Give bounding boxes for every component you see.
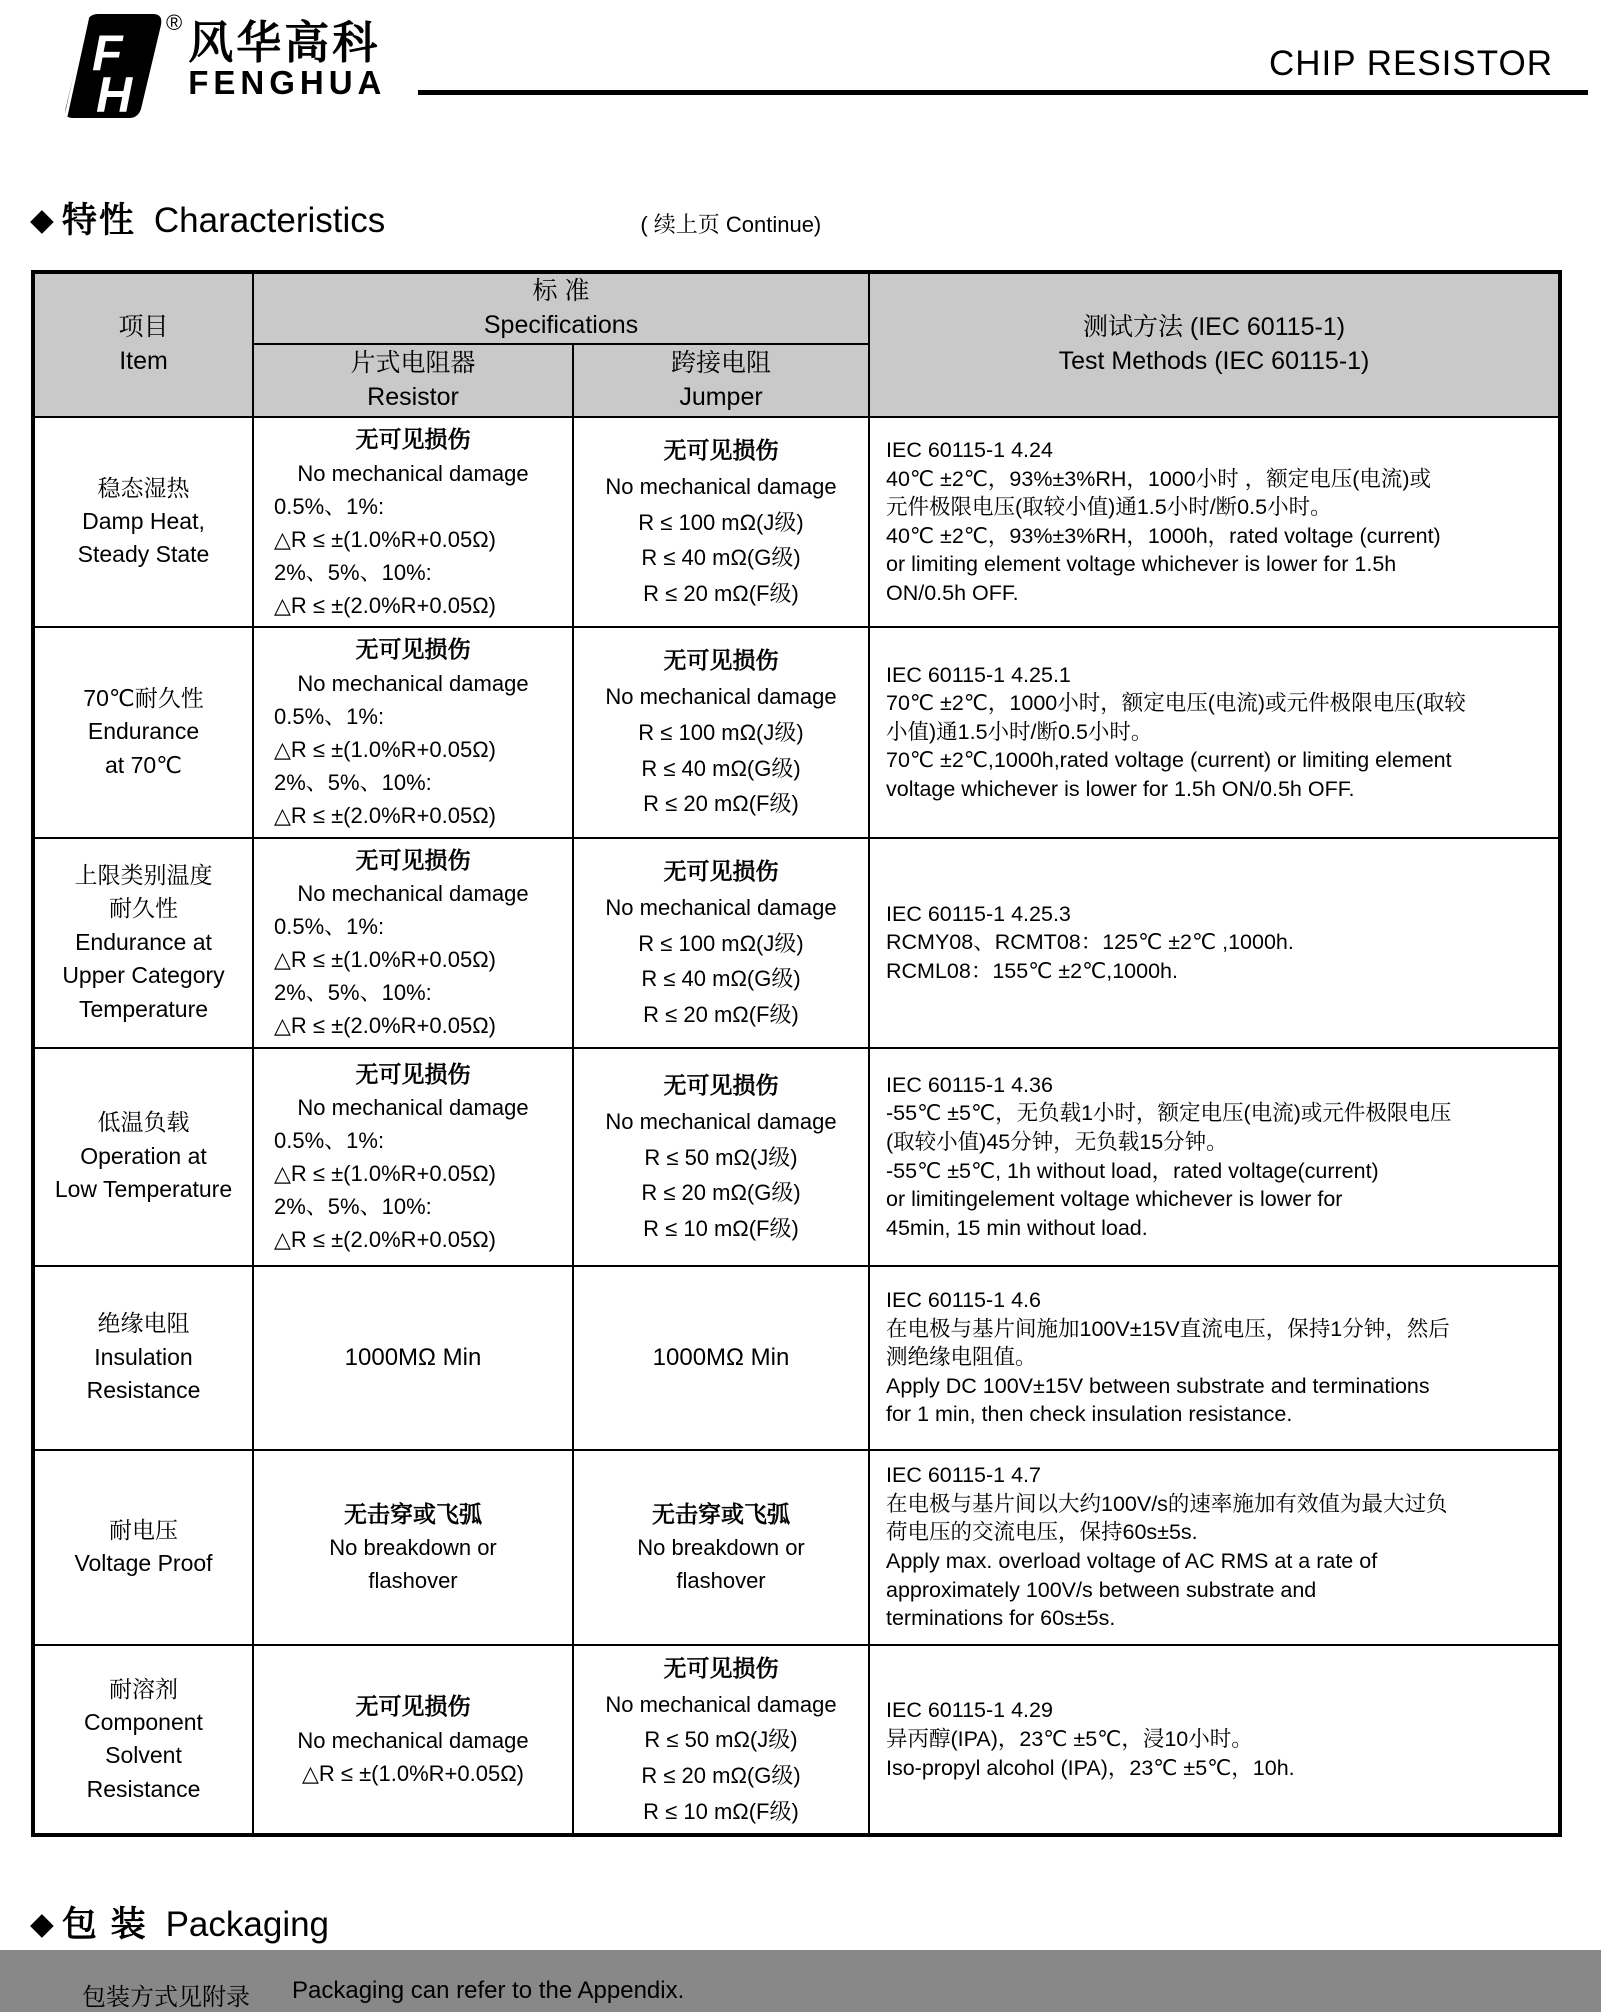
cell-line: or limiting element voltage whichever is lower for 1.5h — [886, 552, 1397, 577]
col-header-specifications — [253, 272, 869, 344]
product-title: CHIP RESISTOR — [1269, 44, 1553, 83]
cell-line: R ≤ 100 mΩ(J级) — [638, 930, 804, 956]
cell-line: 无击穿或飞弧 — [652, 1500, 790, 1527]
cell-line: 无击穿或飞弧 — [344, 1500, 482, 1527]
cell-line: No mechanical damage — [297, 460, 529, 486]
cell-line: at 70℃ — [105, 751, 182, 778]
cell-line: Steady State — [77, 541, 210, 568]
table-row-damp-heat — [33, 417, 1560, 627]
cell-line: R ≤ 20 mΩ(G级) — [641, 1763, 801, 1788]
cell-line: No mechanical damage — [605, 894, 837, 920]
col-header-item-en: Item — [119, 347, 168, 375]
test-method-cell — [869, 838, 1560, 1048]
cell-line: R ≤ 20 mΩ(F级) — [643, 581, 799, 606]
cell-line: IEC 60115-1 4.6 — [886, 1288, 1041, 1313]
cell-line: Operation at — [80, 1142, 207, 1169]
cell-line: △R ≤ ±(1.0%R+0.05Ω) — [274, 736, 496, 762]
cell-line: △R ≤ ±(2.0%R+0.05Ω) — [274, 802, 496, 828]
cell-line: 2%、5%、10%: — [274, 1194, 432, 1220]
cell-line: or limitingelement voltage whichever is lower for — [886, 1187, 1343, 1212]
table-row-endurance-70 — [33, 627, 1560, 838]
test-method-cell — [869, 417, 1560, 627]
diamond-icon: ◆ — [30, 1906, 54, 1942]
cell-line: Resistance — [86, 1377, 201, 1404]
cell-line: △R ≤ ±(2.0%R+0.05Ω) — [274, 1013, 496, 1039]
col-header-jumper-en: Jumper — [679, 382, 763, 411]
cell-line: R ≤ 40 mΩ(G级) — [641, 755, 801, 781]
continue-note: ( 续上页 Continue) — [640, 212, 822, 237]
table-row-solvent-resistance — [33, 1645, 1560, 1836]
test-method-cell — [869, 1266, 1560, 1450]
cell-line: 无可见损伤 — [355, 636, 471, 663]
cell-line: 稳态湿热 — [97, 474, 190, 501]
cell-line: No mechanical damage — [605, 1691, 837, 1717]
cell-line: R ≤ 50 mΩ(J级) — [644, 1144, 798, 1170]
col-header-item — [33, 272, 253, 417]
cell-line: △R ≤ ±(1.0%R+0.05Ω) — [302, 1760, 524, 1786]
cell-line: R ≤ 100 mΩ(J级) — [638, 720, 804, 745]
jumper-spec-cell — [573, 1450, 869, 1645]
cell-line: 2%、5%、10%: — [274, 769, 432, 795]
cell-line: IEC 60115-1 4.7 — [886, 1463, 1041, 1488]
table-row-low-temperature — [33, 1048, 1560, 1266]
cell-line: 小值)通1.5小时/断0.5小时。 — [886, 719, 1153, 744]
cell-line: R ≤ 20 mΩ(F级) — [643, 791, 799, 817]
cell-line: 无可见损伤 — [663, 1071, 779, 1098]
item-cell — [33, 417, 253, 627]
cell-line: flashover — [676, 1568, 766, 1594]
cell-line: 无可见损伤 — [663, 1654, 779, 1681]
page-header — [0, 0, 1601, 135]
cell-line: R ≤ 10 mΩ(F级) — [643, 1798, 799, 1824]
cell-line: 2%、5%、10%: — [274, 980, 432, 1006]
cell-line: R ≤ 100 mΩ(J级) — [638, 509, 804, 535]
cell-line: 70℃耐久性 — [83, 684, 204, 711]
cell-line: -55℃ ±5℃，无负载1小时，额定电压(电流)或元件极限电压 — [886, 1101, 1452, 1126]
cell-line: 0.5%、1%: — [274, 1128, 385, 1154]
resistor-spec-cell — [253, 627, 573, 838]
cell-line: △R ≤ ±(1.0%R+0.05Ω) — [274, 1161, 496, 1187]
resistor-spec-cell — [253, 1266, 573, 1450]
cell-line: Apply max. overload voltage of AC RMS at a rate of — [886, 1549, 1378, 1573]
item-cell — [33, 838, 253, 1048]
cell-line: 无可见损伤 — [663, 647, 779, 674]
cell-line: Damp Heat, — [82, 508, 205, 535]
cell-line: R ≤ 20 mΩ(F级) — [643, 1001, 799, 1027]
cell-line: 无可见损伤 — [355, 1693, 471, 1720]
registered-trademark-icon: ® — [166, 10, 183, 35]
cell-line: 异丙醇(IPA)，23℃ ±5℃，浸10小时。 — [886, 1727, 1253, 1752]
cell-line: △R ≤ ±(1.0%R+0.05Ω) — [274, 947, 496, 973]
cell-line: No mechanical damage — [297, 670, 529, 696]
svg-text:H: H — [96, 67, 133, 123]
resistor-spec-cell — [253, 1048, 573, 1266]
cell-line: 无可见损伤 — [355, 846, 471, 873]
jumper-spec-cell — [573, 838, 869, 1048]
cell-line: approximately 100V/s between substrate and — [886, 1577, 1317, 1602]
resistor-spec-cell — [253, 838, 573, 1048]
cell-line: R ≤ 50 mΩ(J级) — [644, 1727, 798, 1753]
test-method-cell — [869, 1450, 1560, 1645]
cell-line: △R ≤ ±(1.0%R+0.05Ω) — [274, 526, 496, 552]
cell-line: 上限类别温度 — [74, 862, 213, 889]
cell-line: Iso-propyl alcohol (IPA)，23℃ ±5℃，10h. — [886, 1755, 1295, 1780]
section-title-chinese: 特性 — [61, 201, 136, 240]
cell-line: 在电极与基片间以大约100V/s的速率施加有效值为最大过负 — [886, 1491, 1448, 1516]
cell-line: No mechanical damage — [605, 684, 837, 710]
table-row-endurance-upper-category — [33, 838, 1560, 1048]
test-method-cell — [869, 1645, 1560, 1836]
cell-line: 2%、5%、10%: — [274, 559, 432, 585]
cell-line: flashover — [368, 1568, 458, 1594]
test-method-cell — [869, 1048, 1560, 1266]
cell-line: 无可见损伤 — [355, 1060, 471, 1087]
cell-line: Endurance — [87, 718, 200, 745]
cell-line: Component — [84, 1709, 203, 1736]
cell-line: Temperature — [78, 995, 209, 1022]
cell-line: for 1 min, then check insulation resistance. — [886, 1402, 1293, 1427]
jumper-spec-cell — [573, 1645, 869, 1836]
cell-line: 无可见损伤 — [355, 426, 471, 452]
col-header-resistor-en: Resistor — [367, 382, 459, 411]
cell-line: 荷电压的交流电压，保持60s±5s. — [886, 1520, 1198, 1545]
logo-name-chinese: 风华高科 — [188, 17, 381, 68]
cell-line: No breakdown or — [329, 1535, 497, 1561]
resistor-spec-cell — [253, 1645, 573, 1836]
cell-line: R ≤ 20 mΩ(G级) — [641, 1180, 801, 1206]
cell-line: (取较小值)45分钟，无负载15分钟。 — [886, 1129, 1228, 1154]
cell-line: voltage whichever is lower for 1.5h ON/0.5h OFF. — [886, 776, 1355, 801]
item-cell — [33, 627, 253, 838]
cell-line: 无可见损伤 — [663, 436, 779, 463]
packaging-title-chinese: 包 装 — [61, 1905, 148, 1945]
cell-line: IEC 60115-1 4.25.3 — [886, 901, 1071, 926]
jumper-spec-cell — [573, 417, 869, 627]
cell-line: Upper Category — [62, 962, 225, 989]
cell-line: IEC 60115-1 4.36 — [886, 1072, 1053, 1097]
jumper-spec-cell — [573, 627, 869, 838]
logo-text — [188, 17, 387, 101]
logo-name-english: FENGHUA — [188, 64, 387, 101]
table-row-voltage-proof — [33, 1450, 1560, 1645]
col-header-resistor — [253, 344, 573, 417]
fenghua-logo-icon — [62, 12, 164, 124]
resistor-spec-cell — [253, 417, 573, 627]
cell-line: ON/0.5h OFF. — [886, 580, 1019, 605]
cell-line: Voltage Proof — [74, 1550, 213, 1576]
cell-line: R ≤ 10 mΩ(F级) — [643, 1215, 799, 1241]
jumper-spec-cell — [573, 1048, 869, 1266]
cell-line: Apply DC 100V±15V between substrate and terminations — [886, 1373, 1430, 1398]
cell-line: Solvent — [105, 1742, 182, 1769]
cell-line: IEC 60115-1 4.24 — [886, 437, 1053, 462]
cell-line: No breakdown or — [637, 1535, 805, 1561]
cell-line: No mechanical damage — [297, 881, 529, 907]
item-cell — [33, 1450, 253, 1645]
cell-line: Endurance at — [75, 928, 212, 955]
resistor-spec-cell — [253, 1450, 573, 1645]
test-method-cell — [869, 627, 1560, 838]
cell-line: No mechanical damage — [297, 1095, 529, 1121]
cell-line: 耐久性 — [109, 895, 178, 922]
cell-line: 40℃ ±2℃，93%±3%RH，1000小时 ，额定电压(电流)或 — [886, 466, 1432, 491]
cell-line: IEC 60115-1 4.29 — [886, 1698, 1053, 1723]
table-header — [33, 272, 1560, 417]
cell-line: 耐溶剂 — [109, 1675, 178, 1702]
item-cell — [33, 1266, 253, 1450]
cell-line: No mechanical damage — [605, 474, 837, 500]
cell-line: Insulation — [94, 1343, 193, 1370]
packaging-note-english: Packaging can refer to the Appendix. — [292, 1977, 685, 2005]
cell-line: IEC 60115-1 4.25.1 — [886, 662, 1071, 687]
cell-line: Low Temperature — [54, 1176, 233, 1203]
cell-line: 元件极限电压(取较小值)通1.5小时/断0.5小时。 — [886, 495, 1332, 520]
cell-line: 耐电压 — [109, 1516, 178, 1543]
col-header-jumper — [573, 344, 869, 417]
cell-line: 无可见损伤 — [663, 857, 779, 884]
characteristics-section-title — [30, 193, 1601, 243]
cell-line: 0.5%、1%: — [274, 914, 385, 940]
cell-line: 在电极与基片间施加100V±15V直流电压，保持1分钟，然后 — [886, 1316, 1450, 1341]
characteristics-table — [31, 270, 1562, 1837]
section-title-english: Characteristics — [153, 201, 386, 240]
cell-line: 0.5%、1%: — [274, 703, 385, 729]
cell-line: R ≤ 40 mΩ(G级) — [641, 545, 801, 571]
col-header-test-methods — [869, 272, 1560, 417]
cell-line: 测绝缘电阻值。 — [886, 1345, 1037, 1370]
col-header-test-cn: 测试方法 (IEC 60115-1) — [1082, 313, 1346, 342]
item-cell — [33, 1048, 253, 1266]
cell-line: △R ≤ ±(2.0%R+0.05Ω) — [274, 592, 496, 618]
col-header-test-en: Test Methods (IEC 60115-1) — [1058, 347, 1370, 375]
cell-line: terminations for 60s±5s. — [886, 1606, 1116, 1631]
col-header-spec-cn: 标 准 — [532, 276, 590, 305]
diamond-icon: ◆ — [30, 202, 54, 237]
col-header-item-cn: 项目 — [118, 313, 169, 342]
cell-line: -55℃ ±5℃, 1h without load，rated voltage(current) — [886, 1158, 1379, 1183]
cell-line: 45min, 15 min without load. — [886, 1215, 1148, 1240]
table-row-insulation-resistance — [33, 1266, 1560, 1450]
cell-line: 70℃ ±2℃,1000h,rated voltage (current) or limiting element — [886, 748, 1452, 773]
cell-line: 绝缘电阻 — [97, 1310, 190, 1337]
fenghua-logo — [62, 12, 386, 124]
cell-line: R ≤ 40 mΩ(G级) — [641, 966, 801, 992]
cell-line: No mechanical damage — [297, 1727, 529, 1753]
cell-line: △R ≤ ±(2.0%R+0.05Ω) — [274, 1227, 496, 1253]
cell-line: 0.5%、1%: — [274, 493, 385, 519]
header-rule — [418, 90, 1588, 95]
cell-line: 40℃ ±2℃，93%±3%RH，1000h，rated voltage (current) — [886, 523, 1441, 548]
col-header-jumper-cn: 跨接电阻 — [670, 348, 771, 377]
cell-line: RCMY08、RCMT08：125℃ ±2℃ ,1000h. — [886, 930, 1294, 955]
packaging-section-title — [30, 1897, 1601, 1947]
cell-line: 1000MΩ Min — [652, 1343, 790, 1371]
col-header-spec-en: Specifications — [483, 310, 639, 339]
cell-line: RCML08：155℃ ±2℃,1000h. — [886, 958, 1178, 983]
packaging-title-english: Packaging — [165, 1905, 330, 1945]
cell-line: 70℃ ±2℃，1000小时，额定电压(电流)或元件极限电压(取较 — [886, 691, 1466, 716]
svg-text:F: F — [92, 25, 123, 81]
cell-line: No mechanical damage — [605, 1108, 837, 1134]
packaging-note — [82, 1977, 1601, 2012]
item-cell — [33, 1645, 253, 1836]
cell-line: 低温负载 — [97, 1109, 190, 1136]
cell-line: 1000MΩ Min — [344, 1343, 482, 1371]
packaging-note-chinese: 包装方式见附录 — [82, 1984, 250, 2012]
col-header-resistor-cn: 片式电阻器 — [350, 348, 476, 377]
jumper-spec-cell — [573, 1266, 869, 1450]
cell-line: Resistance — [86, 1775, 201, 1802]
